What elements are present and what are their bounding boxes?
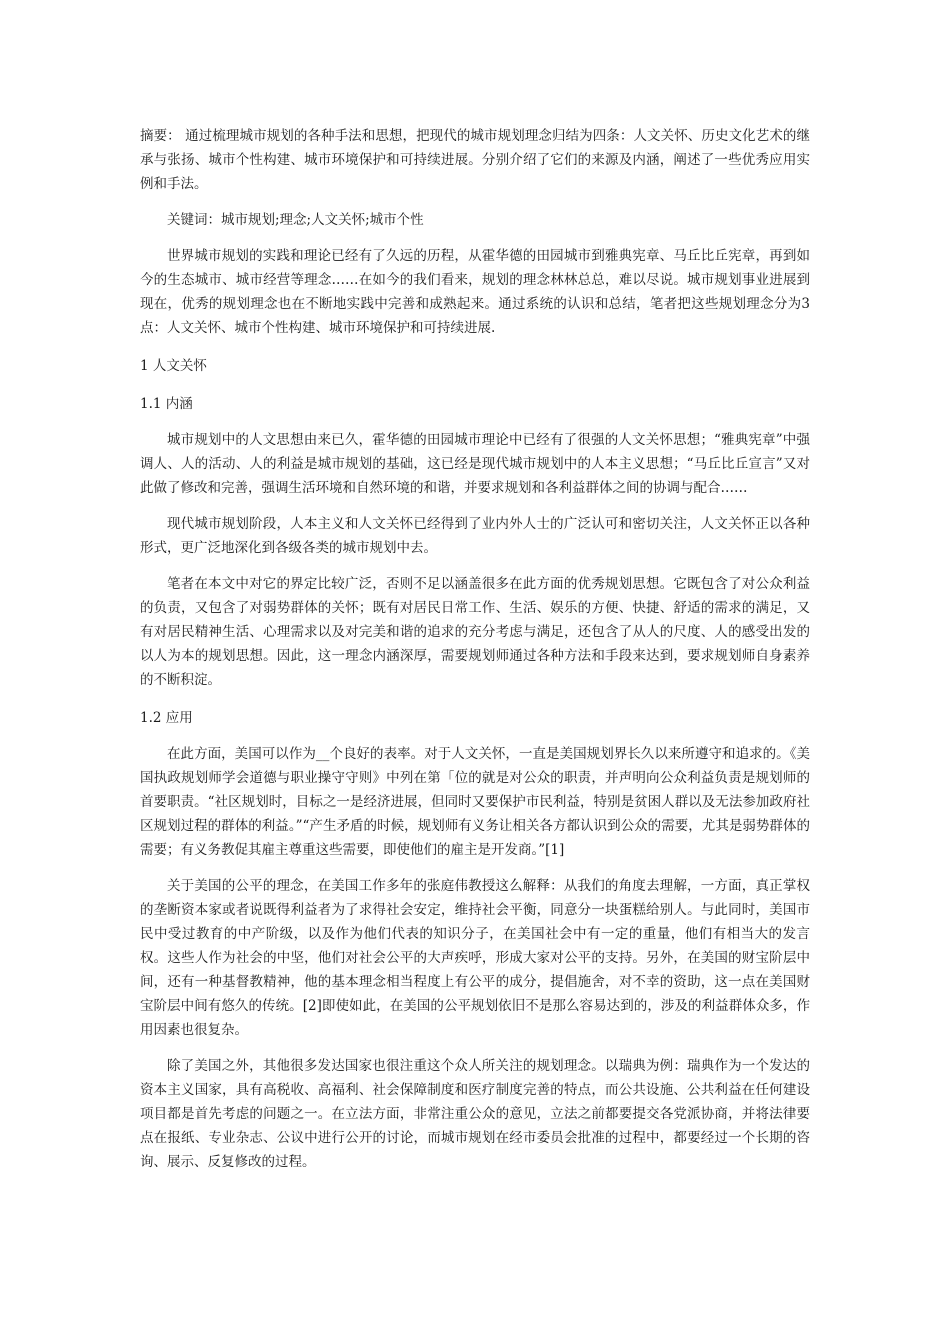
section-1-heading: 1 人文关怀 (140, 358, 207, 374)
paragraph-6: 除了美国之外，其他很多发达国家也很注重这个众人所关注的规划理念。以瑞典为例：瑞典作为一个发达的资本主义国家，具有高税收、高福利、社会保障制度和医疗制度完善的特点，而公共设施、公共利益在任何建设项目都是首先考虑的问题之一。在立法方面，非常注重公众的意见，立法之前都要提交各党派协商，并将法律要点在报纸、专业杂志、公议中进行公开的讨论，而城市规划在经市委员会批准的过程中，都要经过一个长期的咨询、展示、反复修改的过程。 (140, 1058, 810, 1170)
abstract: 摘要： 通过梳理城市规划的各种手法和思想，把现代的城市规划理念归结为四条：人文关怀、历史文化艺术的继承与张扬、城市个性构建、城市环境保护和可持续进展。分别介绍了它们的来源及内涵，阐述了一些优秀应用实例和手法。 (140, 128, 810, 192)
paragraph-1: 城市规划中的人文思想由来已久，霍华德的田园城市理论中已经有了很强的人文关怀思想；“雅典宪章”中强调人、人的活动、人的利益是城市规划的基础，这已经是现代城市规划中的人本主义思想；“马丘比丘宣言”又对此做了修改和完善，强调生活环境和自然环境的和谐，并要求规划和各利益群体之间的协调与配合…… (140, 432, 810, 496)
section-1-1-heading: 1.1 内涵 (140, 396, 193, 412)
paragraph-5: 关于美国的公平的理念，在美国工作多年的张庭伟教授这么解释：从我们的角度去理解，一方面，真正掌权的垄断资本家或者说既得利益者为了求得社会安定，维持社会平衡，同意分一块蛋糕给别人。与此同时，美国市民中受过教育的中产阶级，以及作为他们代表的知识分子，在美国社会中有一定的重量，他们有相当大的发言权。这些人作为社会的中坚，他们对社会公平的大声疾呼，形成大家对公平的支持。另外，在美国的财宝阶层中间，还有一种基督教精神，他的基本理念相当程度上有公平的成分，提倡施舍，对不幸的资助，这一点在美国财宝阶层中间有悠久的传统。[2]即使如此，在美国的公平规划依旧不是那么容易达到的，涉及的利益群体众多，作用因素也很复杂。 (140, 878, 810, 1038)
keywords: 关键词：城市规划;理念;人文关怀;城市个性 (167, 212, 424, 228)
paragraph-3: 笔者在本文中对它的界定比较广泛，否则不足以涵盖很多在此方面的优秀规划思想。它既包含了对公众利益的负责，又包含了对弱势群体的关怀；既有对居民日常工作、生活、娱乐的方便、快捷、舒适的需求的满足，又有对居民精神生活、心理需求以及对完美和谐的追求的充分考虑与满足，还包含了从人的尺度、人的感受出发的以人为本的规划思想。因此，这一理念内涵深厚，需要规划师通过各种方法和手段来达到，要求规划师自身素养的不断积淀。 (140, 576, 810, 688)
paragraph-4: 在此方面，美国可以作为__个良好的表率。对于人文关怀，一直是美国规划界长久以来所遵守和追求的。《美国执政规划师学会道德与职业操守守则》中列在第「位的就是对公众的职责，并声明向公众利益负责是规划师的首要职责。“社区规划时，目标之一是经济进展，但同时又要保护市民利益，特别是贫困人群以及无法参加政府社区规划过程的群体的利益。”“产生矛盾的时候，规划师有义务让相关各方都认识到公众的需要，尤其是弱势群体的需要；有义务教促其雇主尊重这些需要，即使他们的雇主是开发商。”[1] (140, 746, 810, 858)
intro-paragraph: 世界城市规划的实践和理论已经有了久远的历程，从霍华德的田园城市到雅典宪章、马丘比丘宪章，再到如今的生态城市、城市经营等理念……在如今的我们看来，规划的理念林林总总，难以尽说。城市规划事业进展到现在，优秀的规划理念也在不断地实践中完善和成熟起来。通过系统的认识和总结，笔者把这些规划理念分为3点：人文关怀、城市个性构建、城市环境保护和可持续进展. (140, 248, 810, 336)
section-1-2-heading: 1.2 应用 (140, 710, 193, 726)
paragraph-2: 现代城市规划阶段，人本主义和人文关怀已经得到了业内外人士的广泛认可和密切关注，人文关怀正以各种形式，更广泛地深化到各级各类的城市规划中去。 (140, 516, 810, 556)
document-page (140, 124, 810, 1174)
